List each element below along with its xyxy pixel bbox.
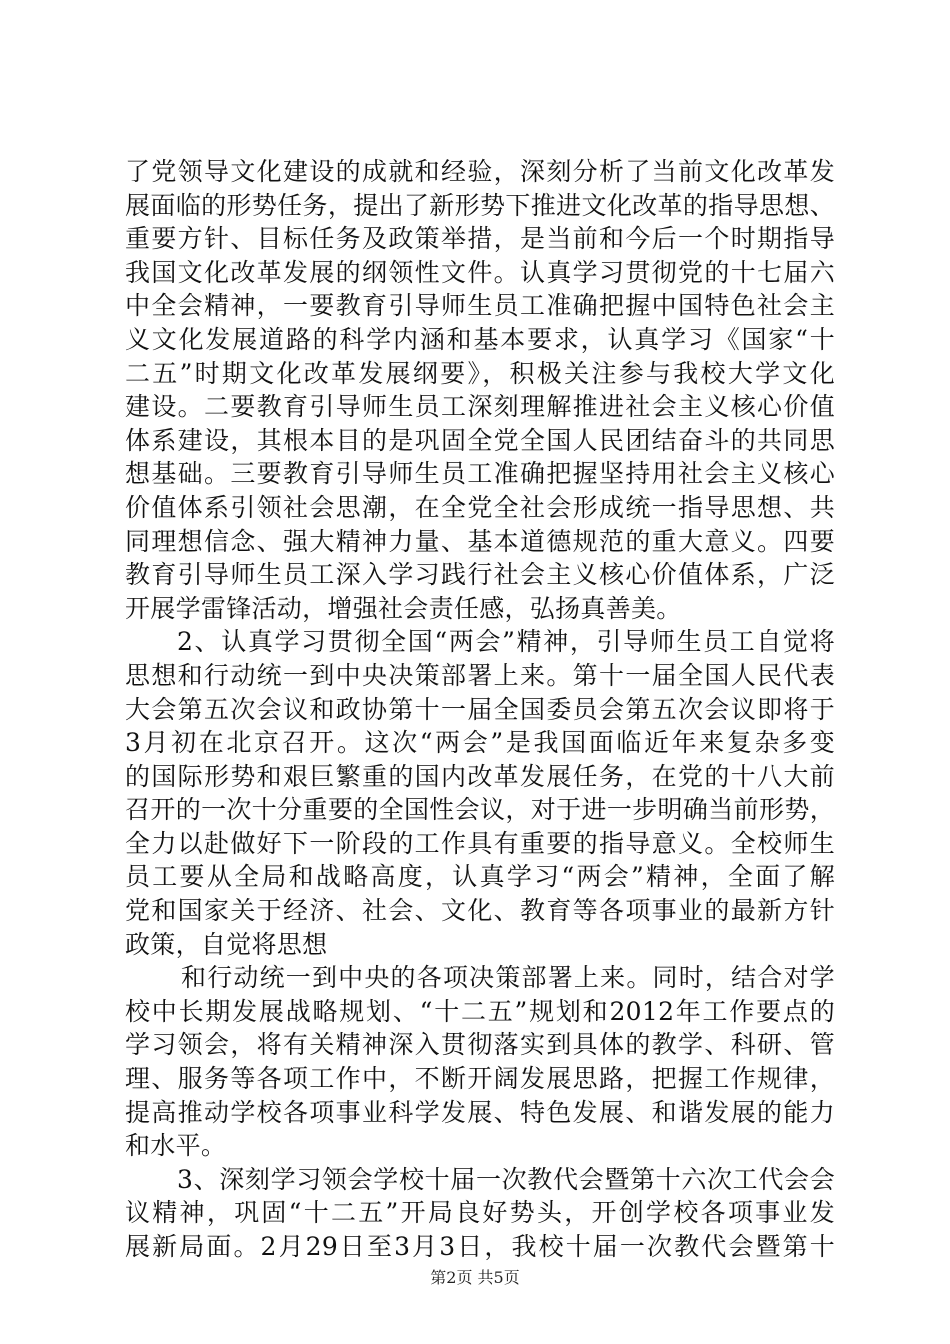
paragraph-line: 中全会精神，一要教育引导师生员工准确把握中国特色社会主	[125, 291, 835, 321]
paragraph-line: 3月初在北京召开。这次“两会”是我国面临近年来复杂多变	[125, 728, 835, 758]
paragraph-line: 我国文化改革发展的纲领性文件。认真学习贯彻党的十七届六	[125, 257, 835, 287]
document-body	[125, 155, 835, 1264]
paragraph-line: 政策，自觉将思想	[125, 929, 328, 959]
paragraph-line: 大会第五次会议和政协第十一届全国委员会第五次会议即将于	[125, 694, 835, 724]
paragraph-line: 展新局面。2月29日至3月3日，我校十届一次教代会暨第十	[125, 1232, 835, 1261]
paragraph-line: 建设。二要教育引导师生员工深刻理解推进社会主义核心价值	[125, 392, 835, 422]
paragraph-line: 二五”时期文化改革发展纲要》，积极关注参与我校大学文化	[125, 358, 835, 388]
paragraph-line: 3、深刻学习领会学校十届一次教代会暨第十六次工代会会	[177, 1164, 835, 1194]
paragraph-line: 议精神，巩固“十二五”开局良好势头，开创学校各项事业发	[125, 1198, 835, 1228]
paragraph-line: 开展学雷锋活动，增强社会责任感，弘扬真善美。	[125, 593, 682, 623]
paragraph-line: 和水平。	[125, 1131, 227, 1161]
paragraph-line: 的国际形势和艰巨繁重的国内改革发展任务，在党的十八大前	[125, 761, 835, 791]
paragraph-line: 召开的一次十分重要的全国性会议，对于进一步明确当前形势，	[125, 795, 835, 825]
paragraph-line: 体系建设，其根本目的是巩固全党全国人民团结奋斗的共同思	[125, 425, 835, 455]
paragraph-line: 展面临的形势任务，提出了新形势下推进文化改革的指导思想、	[125, 190, 835, 220]
paragraph-line: 教育引导师生员工深入学习践行社会主义核心价值体系，广泛	[125, 560, 835, 590]
paragraph-line: 校中长期发展战略规划、“十二五”规划和2012年工作要点的	[125, 996, 835, 1026]
paragraph-line: 和行动统一到中央的各项决策部署上来。同时，结合对学	[181, 963, 835, 993]
paragraph-line: 提高推动学校各项事业科学发展、特色发展、和谐发展的能力	[125, 1097, 835, 1127]
paragraph-line: 思想和行动统一到中央决策部署上来。第十一届全国人民代表	[125, 660, 835, 690]
paragraph-line: 2、认真学习贯彻全国“两会”精神，引导师生员工自觉将	[177, 627, 835, 657]
page-number-footer: 第2页 共5页	[430, 1268, 520, 1287]
paragraph-line: 理、服务等各项工作中，不断开阔发展思路，把握工作规律，	[125, 1064, 835, 1094]
paragraph-line: 重要方针、目标任务及政策举措，是当前和今后一个时期指导	[125, 224, 835, 254]
paragraph-line: 同理想信念、强大精神力量、基本道德规范的重大意义。四要	[125, 526, 835, 556]
paragraph-line: 员工要从全局和战略高度，认真学习“两会”精神，全面了解	[125, 862, 835, 892]
paragraph-line: 价值体系引领社会思潮，在全党全社会形成统一指导思想、共	[125, 492, 835, 522]
paragraph-line: 义文化发展道路的科学内涵和基本要求，认真学习《国家“十	[125, 324, 835, 354]
paragraph-line: 党和国家关于经济、社会、文化、教育等各项事业的最新方针	[125, 896, 835, 926]
paragraph-line: 学习领会，将有关精神深入贯彻落实到具体的教学、科研、管	[125, 1030, 835, 1060]
paragraph-line: 了党领导文化建设的成就和经验，深刻分析了当前文化改革发	[125, 157, 835, 186]
paragraph-line: 想基础。三要教育引导师生员工准确把握坚持用社会主义核心	[125, 459, 835, 489]
paragraph-line: 全力以赴做好下一阶段的工作具有重要的指导意义。全校师生	[125, 828, 835, 858]
